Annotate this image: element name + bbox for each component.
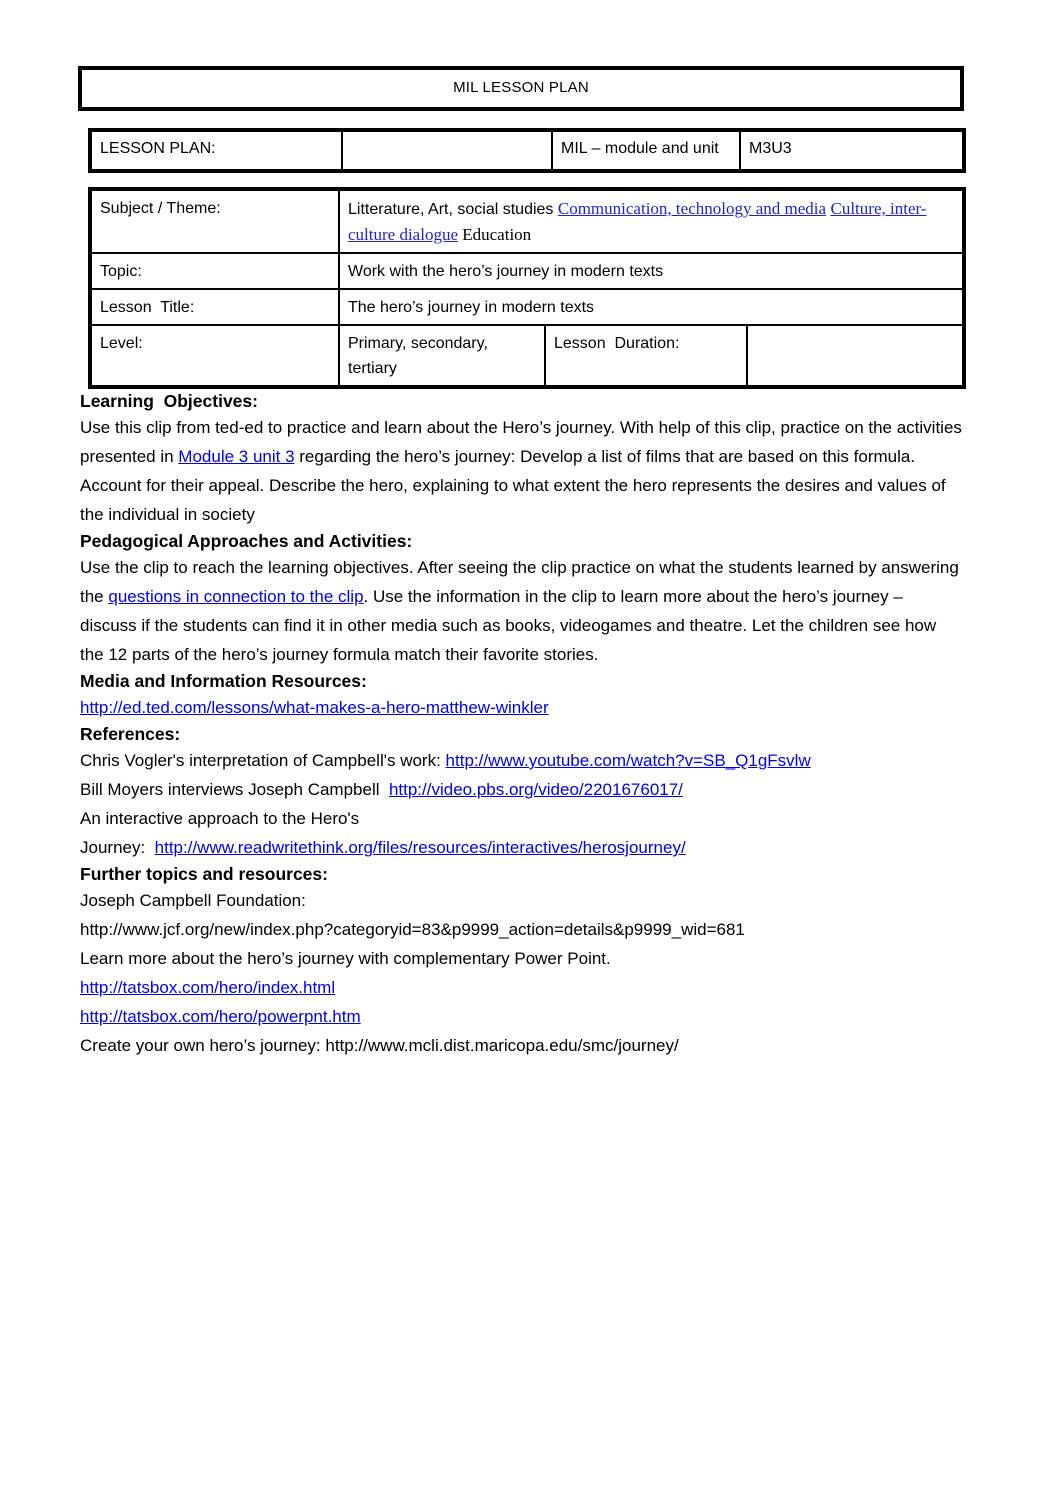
level-row xyxy=(90,325,964,387)
create-journey-text: Create your own hero’s journey: http://www.mcli.dist.maricopa.edu/smc/journey/ xyxy=(80,1036,679,1055)
module-3-unit-3-link[interactable]: Module 3 unit 3 xyxy=(178,447,295,466)
jcf-block xyxy=(80,886,962,944)
learning-objectives-text xyxy=(80,413,962,529)
reference-line-3 xyxy=(80,804,962,833)
topic-value-cell xyxy=(339,253,964,289)
level-label: Level: xyxy=(100,335,143,352)
duration-value-cell xyxy=(747,325,964,387)
lesson-details-table xyxy=(88,187,966,389)
media-resources-heading: Media and Information Resources: xyxy=(80,671,367,691)
topic-value: Work with the hero’s journey in modern texts xyxy=(348,263,664,280)
lesson-title-label-cell xyxy=(90,289,339,325)
level-value-cell xyxy=(339,325,545,387)
document-title: MIL LESSON PLAN xyxy=(453,79,589,96)
pedagogical-text xyxy=(80,553,962,669)
lesson-title-row xyxy=(90,289,964,325)
reference-4-text: Journey: xyxy=(80,838,155,857)
powerpoint-text: Learn more about the hero’s journey with complementary Power Point. xyxy=(80,949,611,968)
pedagogical-text-after: . Use the information in the clip to learn more about the hero’s journey – discuss if the students can find it in other media such as books, videogames and theatre. Let the children see how the 12 parts of the hero’s journey formula match their favorite stories. xyxy=(80,587,937,664)
youtube-link[interactable]: http://www.youtube.com/watch?v=SB_Q1gFsvlw xyxy=(445,751,811,770)
jcf-label: Joseph Campbell Foundation: xyxy=(80,891,306,910)
module-unit-label: MIL – module and unit xyxy=(561,140,719,157)
topic-label: Topic: xyxy=(100,263,142,280)
questions-clip-link[interactable]: questions in connection to the clip xyxy=(108,587,364,606)
lesson-plan-label: LESSON PLAN: xyxy=(100,140,216,157)
module-unit-value-cell xyxy=(740,130,964,171)
ted-ed-link[interactable]: http://ed.ted.com/lessons/what-makes-a-hero-matthew-winkler xyxy=(80,698,549,717)
jcf-url-text: http://www.jcf.org/new/index.php?categoryid=83&p9999_action=details&p9999_wid=681 xyxy=(80,920,745,939)
subject-label-cell xyxy=(90,189,339,253)
module-unit-label-cell xyxy=(552,130,740,171)
lesson-title-value-cell xyxy=(339,289,964,325)
create-journey-line xyxy=(80,1031,962,1060)
document-content xyxy=(80,66,962,1060)
pedagogical-text-before: Use the clip to reach the learning objectives. After seeing the clip practice on what the students learned by answering the xyxy=(80,558,959,606)
reference-line-4 xyxy=(80,833,962,862)
reference-line-2 xyxy=(80,775,962,804)
lesson-title-value: The hero’s journey in modern texts xyxy=(348,299,595,316)
reference-2-text: Bill Moyers interviews Joseph Campbell xyxy=(80,780,389,799)
learning-objectives-heading: Learning Objectives: xyxy=(80,391,258,411)
subject-link-communication[interactable]: Communication, technology and media xyxy=(557,199,827,218)
pbs-video-link[interactable]: http://video.pbs.org/video/2201676017/ xyxy=(388,780,683,799)
subject-label: Subject / Theme: xyxy=(100,200,221,217)
subject-value-cell xyxy=(339,189,964,253)
learning-objectives-text-before: Use this clip from ted-ed to practice and learn about the Hero’s journey. With help of this clip, practice on the activities presented in xyxy=(80,418,962,466)
topic-row xyxy=(90,253,964,289)
reference-line-1 xyxy=(80,746,962,775)
subject-link-culture[interactable]: Culture, inter-culture dialogue xyxy=(348,199,927,244)
module-unit-value: M3U3 xyxy=(749,140,792,157)
subject-outro-text: Education xyxy=(458,225,532,244)
readwritethink-link[interactable]: http://www.readwritethink.org/files/resources/interactives/herosjourney/ xyxy=(154,838,686,857)
duration-label: Lesson Duration: xyxy=(554,335,680,352)
subject-row xyxy=(90,189,964,253)
lesson-plan-table xyxy=(88,128,966,173)
powerpoint-block xyxy=(80,944,962,1002)
duration-label-cell xyxy=(545,325,747,387)
topic-label-cell xyxy=(90,253,339,289)
reference-3-text: An interactive approach to the Hero's xyxy=(80,809,360,828)
lesson-title-label: Lesson Title: xyxy=(100,299,195,316)
powerpnt-link-line xyxy=(80,1002,962,1031)
level-label-cell xyxy=(90,325,339,387)
pedagogical-heading: Pedagogical Approaches and Activities: xyxy=(80,531,413,551)
references-heading: References: xyxy=(80,724,181,744)
reference-1-text: Chris Vogler's interpretation of Campbell's work: xyxy=(80,751,446,770)
further-topics-heading: Further topics and resources: xyxy=(80,864,328,884)
tatsbox-powerpnt-link[interactable]: http://tatsbox.com/hero/powerpnt.htm xyxy=(80,1007,361,1026)
tatsbox-index-link[interactable]: http://tatsbox.com/hero/index.html xyxy=(80,978,336,997)
lesson-plan-row xyxy=(90,130,964,171)
lesson-plan-label-cell xyxy=(90,130,342,171)
lesson-plan-value-cell xyxy=(342,130,552,171)
document-title-box xyxy=(78,66,964,111)
level-value: Primary, secondary, tertiary xyxy=(348,335,488,377)
subject-intro-text: Litterature, Art, social studies xyxy=(348,201,558,218)
learning-objectives-text-after: regarding the hero’s journey: Develop a list of films that are based on this formula. Account for their appeal. Describe the hero, explaining to what extent the hero represents the desires and values of the individual in society xyxy=(80,447,946,524)
media-resources-line xyxy=(80,693,962,722)
